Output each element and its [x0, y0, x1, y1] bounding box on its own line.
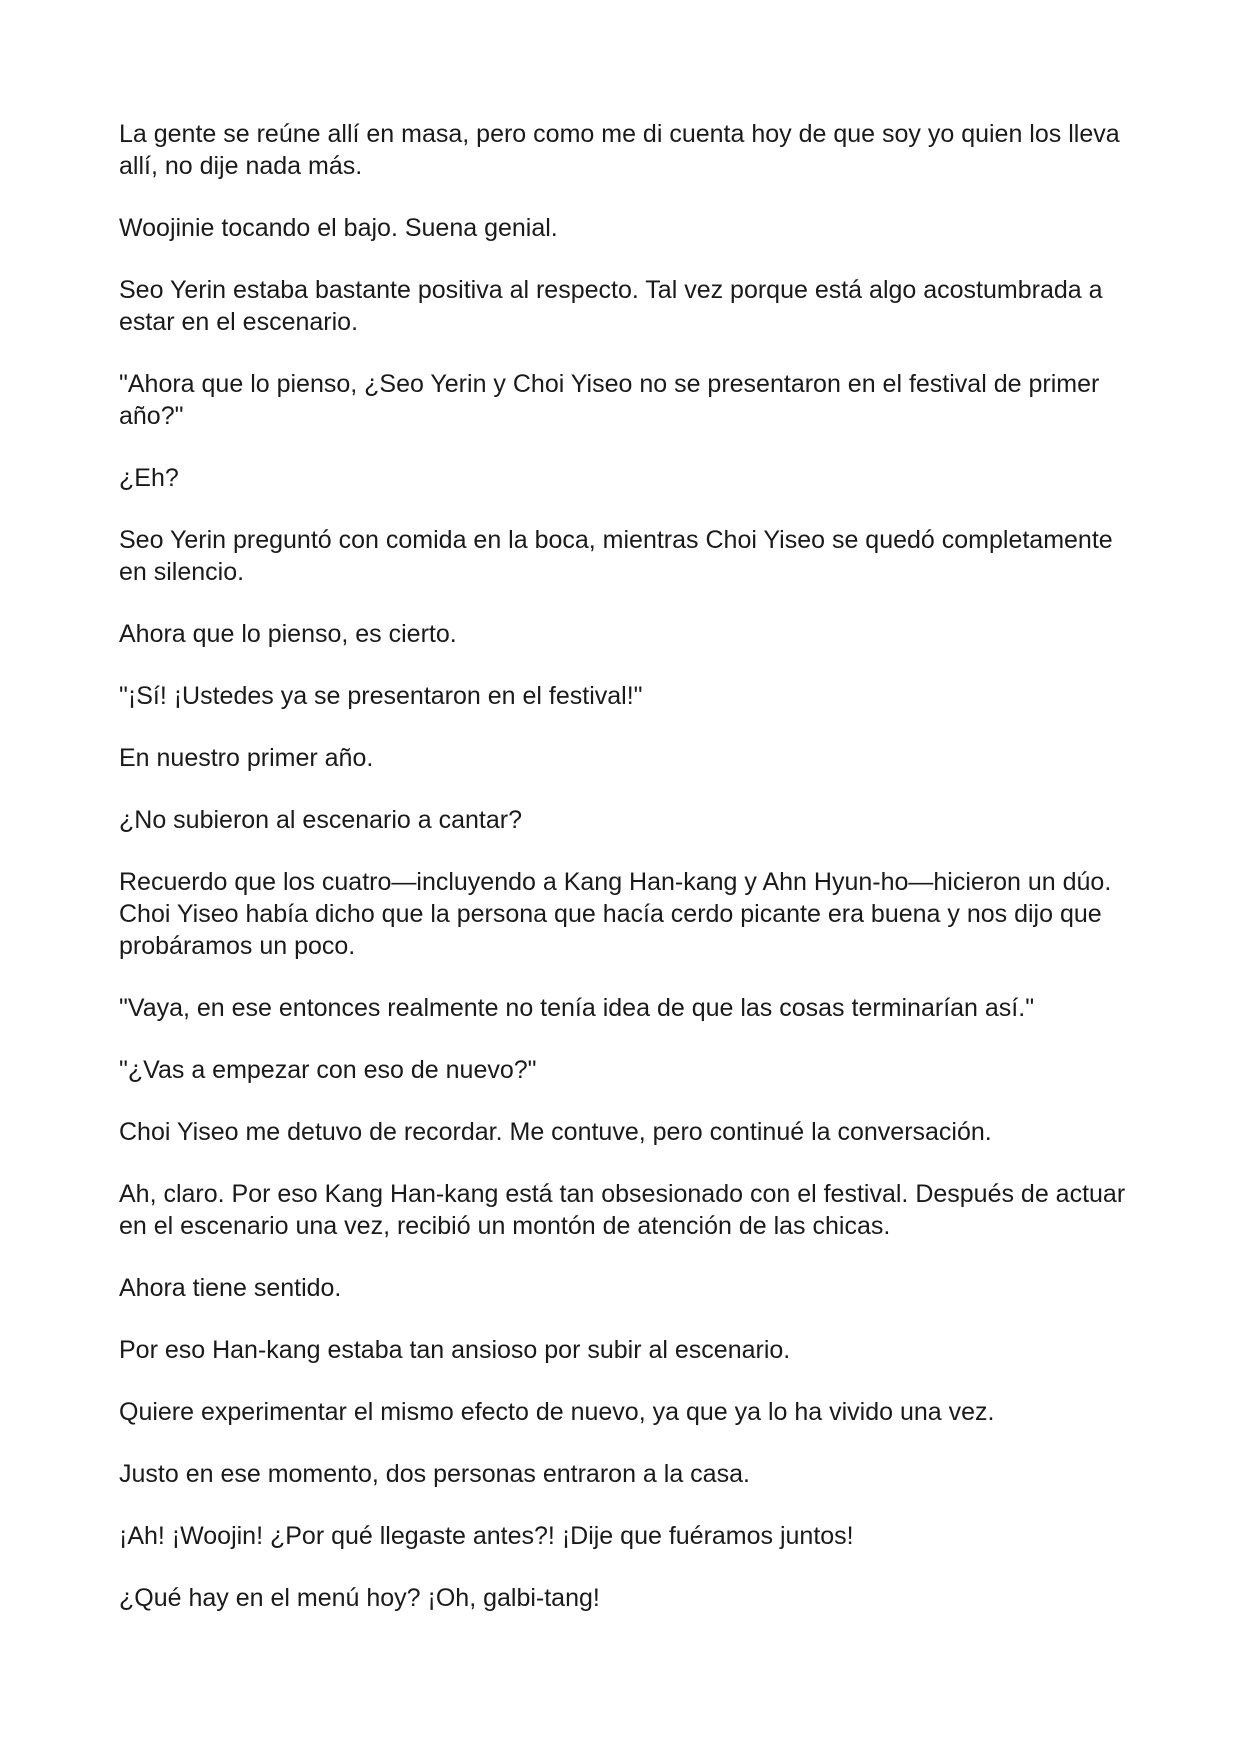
- paragraph: Justo en ese momento, dos personas entraron a la casa.: [119, 1460, 750, 1488]
- paragraph: ¿No subieron al escenario a cantar?: [119, 806, 523, 834]
- paragraph: ¿Eh?: [119, 464, 179, 492]
- paragraph: Quiere experimentar el mismo efecto de nuevo, ya que ya lo ha vivido una vez.: [119, 1398, 995, 1426]
- paragraph: Ah, claro. Por eso Kang Han-kang está tan obsesionado con el festival. Después de actuar en el escenario una vez, recibió un montón de atención de las chicas.: [119, 1180, 1126, 1240]
- paragraph: "Vaya, en ese entonces realmente no tenía idea de que las cosas terminarían así.": [119, 994, 1035, 1022]
- paragraph: Recuerdo que los cuatro—incluyendo a Kang Han-kang y Ahn Hyun-ho—hicieron un dúo. Choi Yiseo había dicho que la persona que hacía cerdo picante era buena y nos dijo que probáramos un poco.: [119, 868, 1112, 960]
- paragraph: En nuestro primer año.: [119, 744, 374, 772]
- paragraph: Ahora que lo pienso, es cierto.: [119, 620, 457, 648]
- paragraph: Seo Yerin estaba bastante positiva al respecto. Tal vez porque está algo acostumbrada a estar en el escenario.: [119, 276, 1103, 336]
- paragraph: "¿Vas a empezar con eso de nuevo?": [119, 1056, 537, 1084]
- paragraph: "¡Sí! ¡Ustedes ya se presentaron en el festival!": [119, 682, 643, 710]
- paragraph: Woojinie tocando el bajo. Suena genial.: [119, 214, 558, 242]
- paragraph: ¡Ah! ¡Woojin! ¿Por qué llegaste antes?! ¡Dije que fuéramos juntos!: [119, 1522, 854, 1550]
- paragraph: Choi Yiseo me detuvo de recordar. Me contuve, pero continué la conversación.: [119, 1118, 992, 1146]
- paragraph: Seo Yerin preguntó con comida en la boca, mientras Choi Yiseo se quedó completamente en silencio.: [119, 526, 1113, 586]
- document-body: [119, 118, 1129, 1644]
- paragraph: Por eso Han-kang estaba tan ansioso por subir al escenario.: [119, 1336, 791, 1364]
- paragraph: La gente se reúne allí en masa, pero como me di cuenta hoy de que soy yo quien los lleva allí, no dije nada más.: [119, 120, 1120, 180]
- paragraph: Ahora tiene sentido.: [119, 1274, 342, 1302]
- paragraph: ¿Qué hay en el menú hoy? ¡Oh, galbi-tang!: [119, 1584, 600, 1612]
- paragraph: "Ahora que lo pienso, ¿Seo Yerin y Choi Yiseo no se presentaron en el festival de primer año?": [119, 370, 1100, 430]
